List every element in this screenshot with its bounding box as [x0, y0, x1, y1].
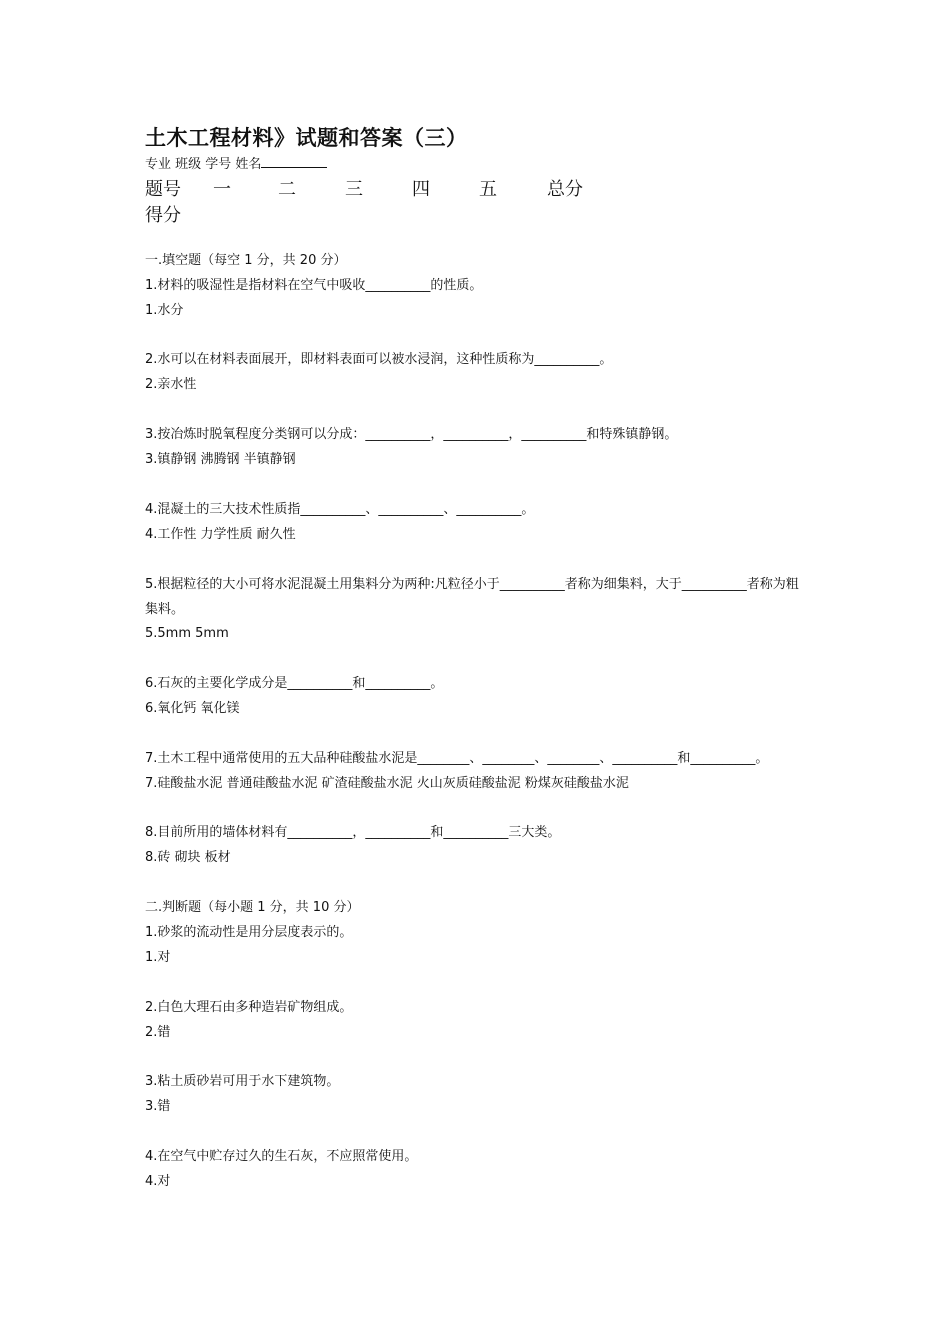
question-text: 2.白色大理石由多种造岩矿物组成。: [145, 1000, 353, 1015]
score-header-cell: 五: [479, 179, 497, 200]
section-heading: 一.填空题（每空 1 分，共 20 分）: [145, 253, 347, 268]
question-text: 4.在空气中贮存过久的生石灰，不应照常使用。: [145, 1149, 418, 1164]
answer-text: 6.氧化钙 氧化镁: [145, 701, 240, 716]
question-text: 5.根据粒径的大小可将水泥混凝土用集料分为两种:凡粒径小于__________者称为细集料，大于__________者称为粗集料。: [145, 577, 799, 617]
answer-text: 7.硅酸盐水泥 普通硅酸盐水泥 矿渣硅酸盐水泥 火山灰质硅酸盐泥 粉煤灰硅酸盐水泥: [145, 776, 629, 791]
score-header-cell: 题号: [145, 179, 181, 200]
question-text: 3.粘土质砂岩可用于水下建筑物。: [145, 1074, 340, 1089]
question-text: 1.砂浆的流动性是用分层度表示的。: [145, 925, 353, 940]
answer-text: 2.错: [145, 1025, 171, 1040]
student-info-label: 专业 班级 学号 姓名: [145, 157, 262, 172]
answer-text: 5.5mm 5mm: [145, 626, 229, 641]
score-header-cell: 四: [412, 179, 430, 200]
answer-text: 3.错: [145, 1099, 171, 1114]
score-header-cell: 总分: [547, 179, 583, 200]
document-title: 土木工程材料》试题和答案（三）: [145, 126, 468, 150]
answer-text: 8.砖 砌块 板材: [145, 850, 231, 865]
question-text: 6.石灰的主要化学成分是__________和__________。: [145, 676, 444, 691]
question-text: 3.按冶炼时脱氧程度分类钢可以分成：__________，__________，__________和特殊镇静钢。: [145, 427, 678, 442]
answer-text: 1.对: [145, 950, 171, 965]
answer-text: 4.对: [145, 1174, 171, 1189]
score-header-cell: 一: [213, 179, 231, 200]
name-blank: [261, 155, 327, 168]
student-info-line: [145, 153, 327, 172]
score-header-cell: 二: [278, 179, 296, 200]
question-text: 7.土木工程中通常使用的五大品种硅酸盐水泥是________、________、________、__________和__________。: [145, 751, 769, 766]
question-text: 2.水可以在材料表面展开，即材料表面可以被水浸润，这种性质称为__________。: [145, 352, 613, 367]
section-heading: 二.判断题（每小题 1 分，共 10 分）: [145, 900, 360, 915]
score-header-cell: 三: [345, 179, 363, 200]
question-text: 1.材料的吸湿性是指材料在空气中吸收__________的性质。: [145, 278, 483, 293]
score-row-label: 得分: [145, 205, 181, 226]
answer-text: 2.亲水性: [145, 377, 197, 392]
question-text: 8.目前所用的墙体材料有__________，__________和__________三大类。: [145, 825, 561, 840]
answer-text: 1.水分: [145, 303, 184, 318]
question-text: 4.混凝土的三大技术性质指__________、__________、__________。: [145, 502, 535, 517]
answer-text: 4.工作性 力学性质 耐久性: [145, 527, 296, 542]
answer-text: 3.镇静钢 沸腾钢 半镇静钢: [145, 452, 296, 467]
